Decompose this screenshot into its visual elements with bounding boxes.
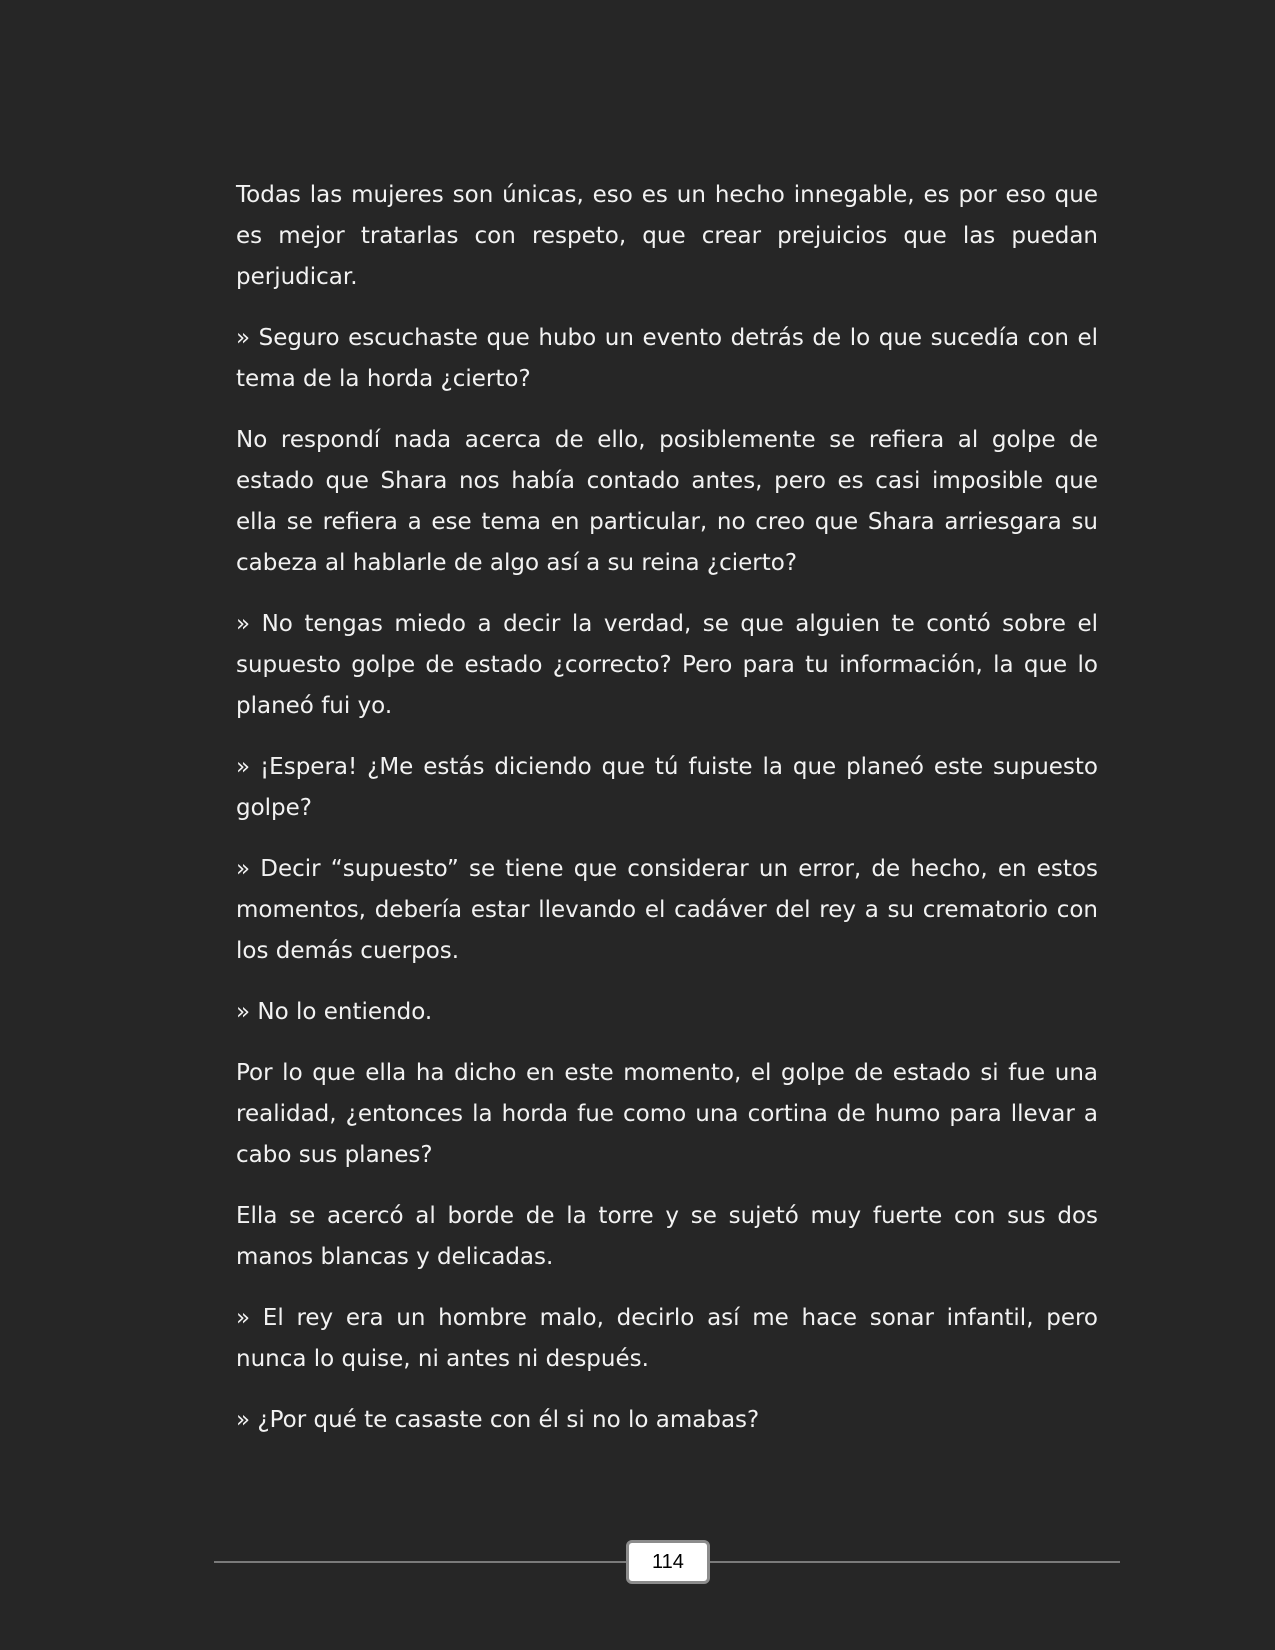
paragraph: No respondí nada acerca de ello, posiblemente se refiera al golpe de estado que Shara nos había contado antes, pero es casi imposible que ella se refiera a ese tema en particular, no creo que Shara arriesgara su cabeza al hablarle de algo así a su reina ¿cierto? — [236, 427, 1098, 576]
paragraph: Por lo que ella ha dicho en este momento, el golpe de estado si fue una realidad, ¿entonces la horda fue como una cortina de humo para llevar a cabo sus planes? — [236, 1060, 1098, 1168]
paragraph: Ella se acercó al borde de la torre y se sujetó muy fuerte con sus dos manos blancas y delicadas. — [236, 1203, 1098, 1270]
paragraph: » ¿Por qué te casaste con él si no lo amabas? — [236, 1407, 760, 1433]
page-body — [236, 175, 1098, 1461]
paragraph: » No lo entiendo. — [236, 999, 433, 1025]
paragraph: » Seguro escuchaste que hubo un evento detrás de lo que sucedía con el tema de la horda ¿cierto? — [236, 325, 1098, 392]
paragraph: » Decir “supuesto” se tiene que considerar un error, de hecho, en estos momentos, debería estar llevando el cadáver del rey a su crematorio con los demás cuerpos. — [236, 856, 1098, 964]
paragraph: » ¡Espera! ¿Me estás diciendo que tú fuiste la que planeó este supuesto golpe? — [236, 754, 1098, 821]
footer-rule-left — [214, 1561, 626, 1563]
paragraph: » No tengas miedo a decir la verdad, se que alguien te contó sobre el supuesto golpe de estado ¿correcto? Pero para tu información, la que lo planeó fui yo. — [236, 611, 1098, 719]
page-footer — [214, 1540, 1120, 1584]
paragraph: Todas las mujeres son únicas, eso es un hecho innegable, es por eso que es mejor tratarlas con respeto, que crear prejuicios que las puedan perjudicar. — [236, 182, 1098, 290]
page-number: 114 — [626, 1540, 710, 1584]
footer-rule-right — [708, 1561, 1120, 1563]
paragraph: » El rey era un hombre malo, decirlo así me hace sonar infantil, pero nunca lo quise, ni antes ni después. — [236, 1305, 1098, 1372]
